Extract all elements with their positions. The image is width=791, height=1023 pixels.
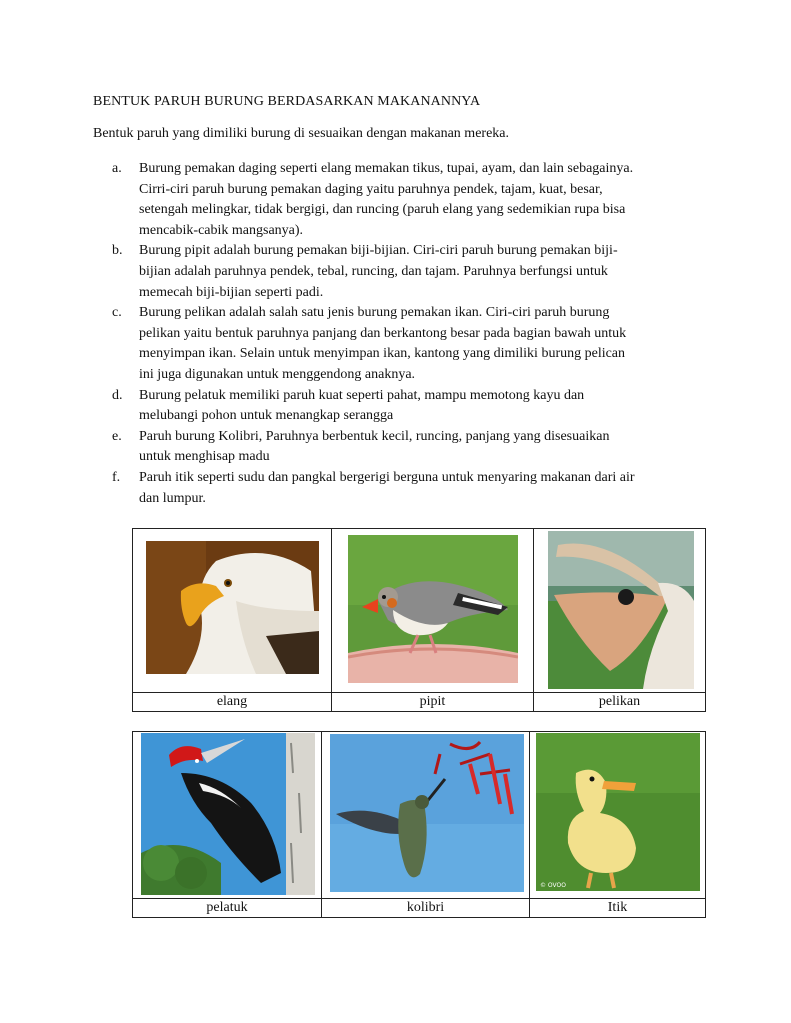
line: Burung pemakan daging seperti elang memakan tikus, tupai, ayam, dan lain sebagainya. [139,161,634,176]
pelican-photo [548,531,694,689]
list-item-f [112,468,702,509]
caption-pelikan: pelikan [534,693,706,712]
photo-cell-woodpecker [133,732,322,899]
caption-elang: elang [133,693,332,712]
line: Paruh itik seperti sudu dan pangkal bergerigi berguna untuk menyaring makanan dari air [139,469,635,485]
line: Cirri-ciri paruh burung pemakan daging yaitu paruhnya pendek, tajam, kuat, besar, [139,181,603,197]
intro-paragraph: Bentuk paruh yang dimiliki burung di sesuaikan dengan makanan mereka. [93,126,510,141]
line: Burung pipit adalah burung pemakan biji-bijian. Ciri-ciri paruh burung pemakan biji- [139,243,618,259]
photo-cell-eagle [133,529,332,693]
list-marker: a. [112,161,122,176]
photo-cell-duckling [530,732,706,899]
list-item-d [112,386,702,427]
list-item-c [112,303,702,385]
line: melubangi pohon untuk menangkap serangga [139,408,394,424]
line: Burung pelatuk memiliki paruh kuat seperti pahat, mampu memotong kayu dan [139,387,585,403]
list-marker: c. [112,305,122,321]
line: Burung pelikan adalah salah satu jenis burung pemakan ikan. Ciri-ciri paruh burung [139,305,610,321]
list-item-a [112,159,702,241]
line: menyimpan ikan. Selain untuk menyimpan ikan, kantong yang dimiliki burung pelican [139,346,626,362]
page-title: BENTUK PARUH BURUNG BERDASARKAN MAKANANNYA [93,94,481,109]
line: dan lumpur. [139,490,206,506]
list-marker: d. [112,387,123,403]
line: setengah melingkar, tidak bergigi, dan runcing (paruh elang yang sedemikian rupa bisa [139,202,626,218]
sparrow-photo [348,535,518,683]
duckling-photo [536,733,700,891]
caption-pelatuk: pelatuk [133,899,322,918]
line: bijian adalah paruhnya pendek, tebal, runcing, dan tajam. Paruhnya berfungsi untuk [139,263,608,279]
line: untuk menghisap madu [139,449,270,465]
list-item-e [112,427,702,468]
caption-kolibri: kolibri [322,899,530,918]
photo-cell-sparrow [332,529,534,693]
line: ini juga digunakan untuk menggendong anaknya. [139,366,416,382]
photo-cell-pelican [534,529,706,693]
woodpecker-photo [141,733,315,895]
line: pelikan yaitu bentuk paruhnya panjang dan berkantong besar pada bagian bawah untuk [139,325,627,341]
line: memecah biji-bijian seperti padi. [139,284,324,300]
caption-itik: Itik [530,899,706,918]
line: Paruh burung Kolibri, Paruhnya berbentuk kecil, runcing, panjang yang disesuaikan [139,428,610,444]
eagle-photo [146,541,319,674]
caption-pipit: pipit [332,693,534,712]
photo-cell-hummingbird [322,732,530,899]
list-marker: e. [112,428,122,444]
beak-type-list [112,159,702,509]
list-marker: f. [112,469,121,485]
duckling-watermark: © OVOO [540,882,566,889]
list-item-b [112,241,702,303]
hummingbird-photo [330,734,524,892]
bird-photo-table-2 [132,731,706,918]
line: mencabik-cabik mangsanya). [139,222,304,238]
bird-photo-table-1 [132,528,706,712]
list-marker: b. [112,243,123,259]
